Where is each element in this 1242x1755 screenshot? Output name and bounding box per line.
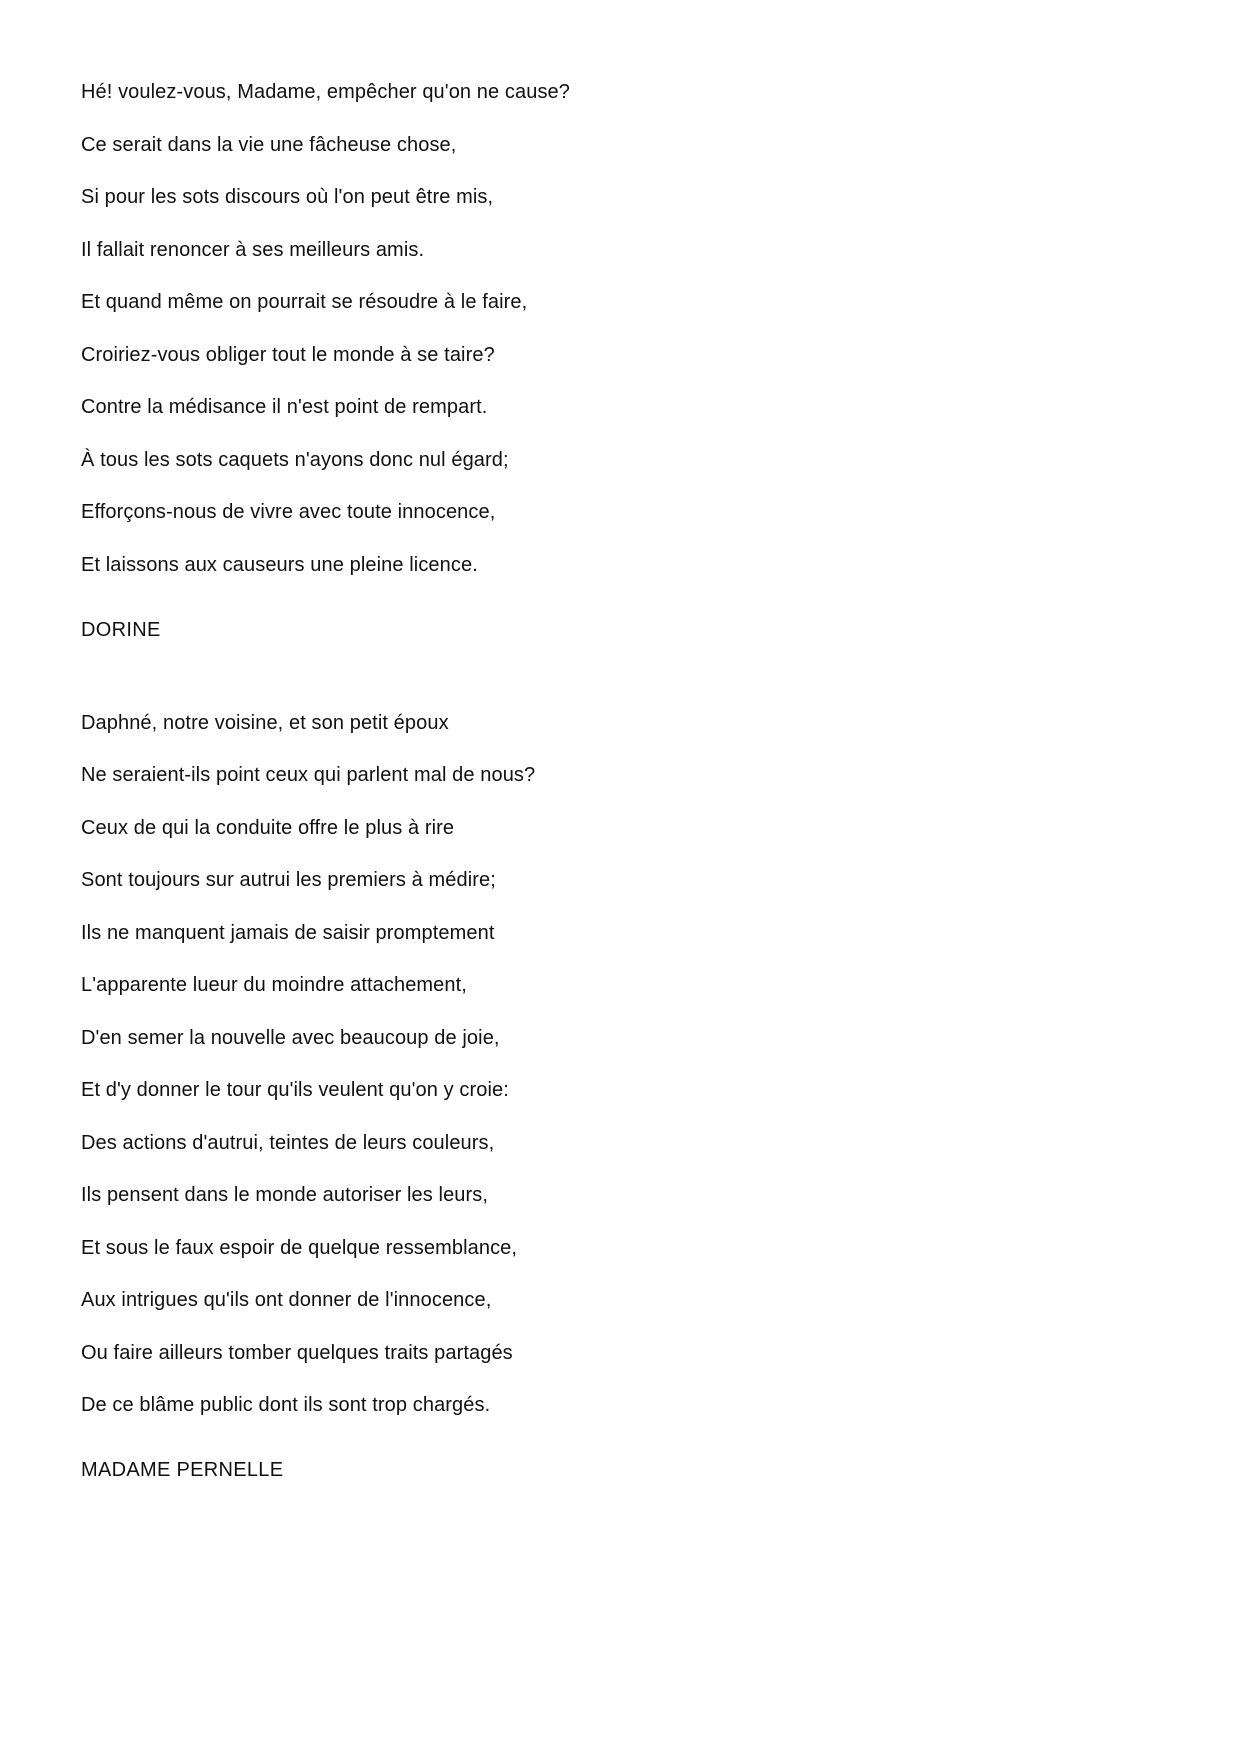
verse-line: À tous les sots caquets n'ayons donc nul égard; (81, 448, 509, 471)
speaker-name-madame-pernelle: MADAME PERNELLE (81, 1459, 284, 1481)
verse-line: Et quand même on pourrait se résoudre à le faire, (81, 291, 528, 313)
verse-line: Ne seraient-ils point ceux qui parlent mal de nous? (81, 764, 536, 786)
verse-line: Ce serait dans la vie une fâcheuse chose, (81, 133, 457, 156)
verse-line: Ceux de qui la conduite offre le plus à rire (81, 816, 455, 839)
verse-line: Et sous le faux espoir de quelque ressemblance, (81, 1236, 518, 1259)
verse-line: Sont toujours sur autrui les premiers à médire; (81, 869, 496, 891)
verse-line: Daphné, notre voisine, et son petit époux (81, 711, 449, 734)
verse-line: Ou faire ailleurs tomber quelques traits partagés (81, 1341, 513, 1364)
speaker-name-dorine: DORINE (81, 618, 161, 641)
verse-line: Aux intrigues qu'ils ont donner de l'innocence, (81, 1289, 492, 1311)
verse-line: Croiriez-vous obliger tout le monde à se taire? (81, 343, 495, 366)
verse-line: Si pour les sots discours où l'on peut être mis, (81, 186, 494, 208)
verse-line: De ce blâme public dont ils sont trop chargés. (81, 1394, 491, 1416)
verse-line: Et laissons aux causeurs une pleine licence. (81, 553, 478, 576)
verse-line: Ils ne manquent jamais de saisir promptement (81, 921, 495, 944)
verse-line: Il fallait renoncer à ses meilleurs amis. (81, 238, 425, 261)
document-body (81, 80, 1081, 1482)
verse-line: Contre la médisance il n'est point de rempart. (81, 396, 488, 418)
verse-line: Et d'y donner le tour qu'ils veulent qu'on y croie: (81, 1079, 509, 1101)
verse-line: D'en semer la nouvelle avec beaucoup de joie, (81, 1026, 500, 1049)
verse-line: Ils pensent dans le monde autoriser les leurs, (81, 1184, 489, 1206)
verse-line: Efforçons-nous de vivre avec toute innocence, (81, 501, 496, 523)
verse-line: L'apparente lueur du moindre attachement, (81, 974, 467, 996)
verse-line: Hé! voulez-vous, Madame, empêcher qu'on ne cause? (81, 81, 570, 103)
verse-line: Des actions d'autrui, teintes de leurs couleurs, (81, 1131, 495, 1154)
verse-stanza-1 (81, 80, 1081, 577)
verse-stanza-2 (81, 711, 1081, 1418)
